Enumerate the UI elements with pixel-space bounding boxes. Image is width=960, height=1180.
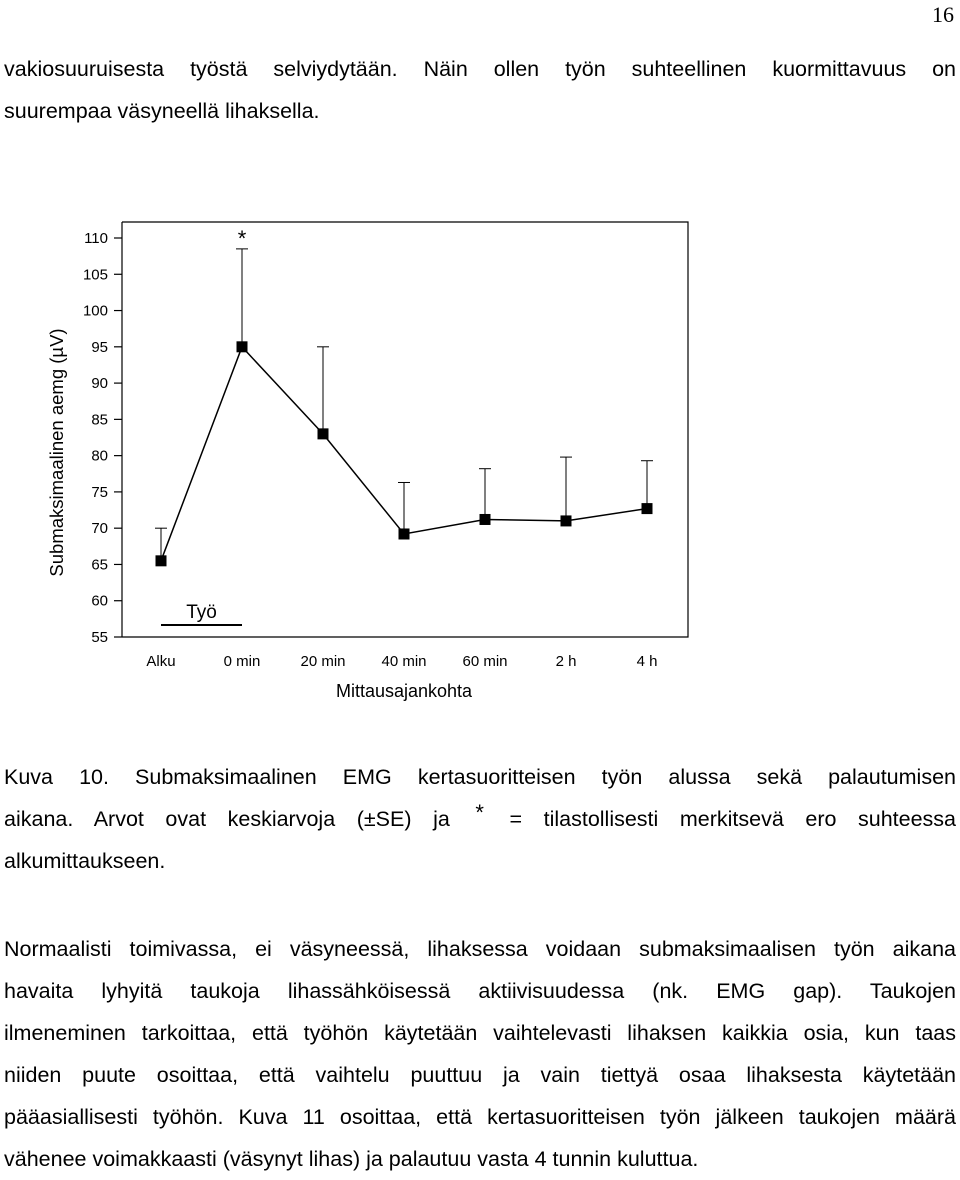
significance-star: * bbox=[237, 225, 247, 251]
x-tick-label: 2 h bbox=[555, 653, 577, 670]
significance-star: * bbox=[475, 800, 484, 825]
data-point-marker bbox=[237, 341, 248, 352]
x-tick-label: 60 min bbox=[462, 653, 508, 670]
y-tick-label: 70 bbox=[91, 520, 108, 538]
caption-line bbox=[4, 798, 956, 840]
data-point-marker bbox=[561, 515, 572, 526]
y-tick-label: 80 bbox=[91, 447, 108, 465]
y-tick-label: 95 bbox=[91, 338, 108, 356]
body-line: havaita lyhyitä taukoja lihassähköisessä aktiivisuudessa (nk. EMG gap). Taukojen bbox=[4, 979, 956, 1003]
x-tick-label: Alku bbox=[146, 653, 176, 670]
y-tick-label: 100 bbox=[82, 302, 108, 320]
x-tick-label: 0 min bbox=[223, 653, 261, 670]
x-axis-title: Mittausajankohta bbox=[335, 681, 473, 701]
y-tick-label: 60 bbox=[91, 592, 108, 610]
plot-frame bbox=[122, 222, 688, 637]
data-point-marker bbox=[156, 555, 167, 566]
page-number: 16 bbox=[932, 2, 954, 27]
data-point-marker bbox=[642, 503, 653, 514]
body-line: pääasiallisesti työhön. Kuva 11 osoittaa, että kertasuoritteisen työn jälkeen taukojen määrä bbox=[4, 1105, 956, 1129]
data-point-marker bbox=[318, 428, 329, 439]
x-tick-label: 20 min bbox=[300, 653, 346, 670]
data-point-marker bbox=[399, 528, 410, 539]
caption-line: Kuva 10. Submaksimaalinen EMG kertasuoritteisen työn alussa sekä palautumisen bbox=[4, 765, 956, 789]
emg-line-chart bbox=[0, 210, 960, 710]
y-tick-label: 90 bbox=[91, 375, 108, 393]
body-line: ilmeneminen tarkoittaa, että työhön käytetään vaihtelevasti lihaksen kaikkia osia, kun taas bbox=[4, 1021, 956, 1045]
y-tick-label: 75 bbox=[91, 483, 108, 501]
caption-text: = tilastollisesti merkitsevä ero suhteessa bbox=[509, 807, 956, 831]
data-point-marker bbox=[480, 514, 491, 525]
caption-line: alkumittaukseen. bbox=[4, 849, 166, 873]
x-tick-label: 40 min bbox=[381, 653, 427, 670]
y-axis-title: Submaksimaalinen aemg (µV) bbox=[46, 328, 67, 577]
intro-paragraph bbox=[4, 48, 956, 132]
body-paragraph bbox=[4, 928, 956, 1180]
y-tick-label: 55 bbox=[91, 629, 108, 646]
figure-caption bbox=[4, 756, 956, 882]
body-line: niiden puute osoittaa, että vaihtelu puuttuu ja vain tiettyä osaa lihaksesta käytetään bbox=[4, 1063, 956, 1087]
body-line: vähenee voimakkaasti (väsynyt lihas) ja palautuu vasta 4 tunnin kuluttua. bbox=[4, 1147, 699, 1171]
y-tick-label: 110 bbox=[84, 230, 108, 247]
y-tick-label: 105 bbox=[82, 266, 108, 284]
x-tick-label: 4 h bbox=[636, 653, 658, 670]
y-tick-label: 65 bbox=[91, 556, 108, 574]
work-bracket-label: Työ bbox=[186, 602, 217, 623]
intro-line: suurempaa väsyneellä lihaksella. bbox=[4, 99, 320, 123]
caption-text: aikana. Arvot ovat keskiarvoja (±SE) ja bbox=[4, 807, 450, 831]
intro-line: vakiosuuruisesta työstä selviydytään. Näin ollen työn suhteellinen kuormittavuus on bbox=[4, 57, 956, 81]
body-line: Normaalisti toimivassa, ei väsyneessä, lihaksessa voidaan submaksimaalisen työn aikana bbox=[4, 937, 956, 961]
y-tick-label: 85 bbox=[91, 411, 108, 429]
